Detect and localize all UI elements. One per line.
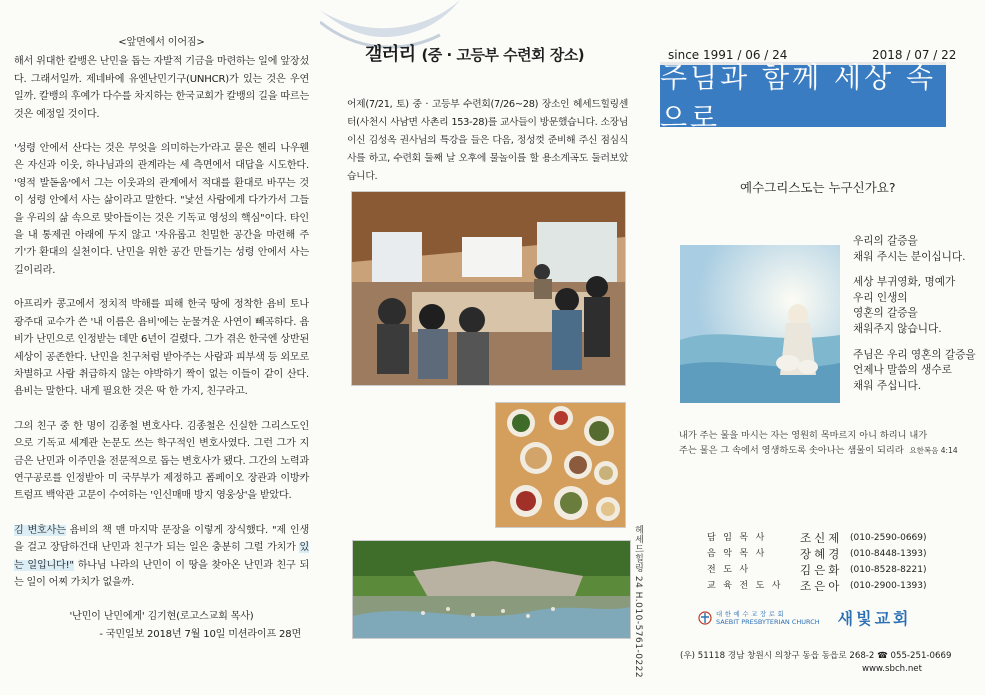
verse-reference: 요한복음 4:14 — [909, 446, 958, 455]
article-paragraph-1: 해서 위대한 칼뱅은 난민을 돕는 자발적 기금을 마련하는 일에 앞장섰다. 그래서일까. 제네바에 유엔난민기구(UNHCR)가 있는 것은 우연일까. 칼뱅의 후예가 다수를 차지하는 한국교회가 칼뱅의 길을 따르는 것은 예정일 것이다. — [14, 56, 309, 120]
poem — [853, 234, 978, 404]
staff-list — [707, 530, 927, 594]
gallery-subtitle: (중 · 고등부 수련회 장소) — [421, 46, 585, 64]
issue-date: 2018 / 07 / 22 — [872, 48, 957, 62]
source-title: '난민이 난민에게' 김기현(로고스교회 목사) — [69, 611, 254, 623]
poem-stanza-3: 주님은 우리 영혼의 갈증을 언제나 말씀의 생수로 채워 주십니다. — [853, 348, 976, 392]
article-paragraph-3: 아프리카 콩고에서 정치적 박해를 피해 한국 땅에 정착한 욤비 토나 광주대 교수가 쓴 '내 이름은 욤비'에는 눈물겨운 사연이 빼곡하다. 욤비가 난민으로 인정받는 데만 6년이 걸렸다. 그가 겪은 한국엔 상반된 세상이 공존한다. 난민을 친구처럼 받아주는 사람과 피부색 등 외모로 차별하고 사람 취급하지 않는 야박하기 짝이 없는 이들이 같이 산다. 욤비는 말한다. 내게 필요한 것은 딱 한 가지, 친구라고. — [14, 299, 309, 398]
gallery-title: 갤러리 (중 · 고등부 수련회 장소) — [365, 44, 585, 65]
poem-stanza-2: 세상 부귀영화, 명예가 우리 인생의 영혼의 갈증을 채워주지 않습니다. — [853, 276, 956, 335]
valley-photo — [352, 540, 631, 639]
jesus-illustration — [680, 245, 840, 403]
church-identity — [698, 606, 911, 629]
gallery-body: 어제(7/21, 토) 중 · 고등부 수련회(7/26~28) 장소인 헤세드힐링센터(사천시 사남면 사촌리 153-28)를 교사들이 방문했습니다. 소장님이신 김성옥 권사님의 특강을 들은 다음, 정성껏 준비해 주신 점심식사를 하고, 수련회 둘째 날 오후에 물놀이를 할 용소계곡도 둘러보았습니다. — [347, 99, 628, 182]
article-paragraph-2: '성령 안에서 산다는 것은 무엇을 의미하는가'라고 묻은 헨리 나우웬은 자신과 이웃, 하나님과의 관계라는 세 측면에서 대답을 시도한다. '영적 발돋움'에서 그는 이웃과의 관계에서 적대를 환대로 바꾸는 것이 성령 안에서 사는 삶이라고 말한다. "낯선 사람에게 다가가서 그들을 우리의 삶 속으로 맞아들이는 것은 기독교 영성의 핵심"이다. 타인을 내 통제권 아래에 두지 않고 '자유롭고 친밀한 공간을 마련해 주기'가 환대의 실천이다. 난민을 위한 공간 만들기는 성령 안에서 사는 길이리라. — [14, 143, 309, 276]
motto-banner — [660, 61, 946, 134]
food-photo — [495, 402, 626, 528]
highlight-text: 있는 일입니다!" — [14, 542, 309, 571]
motto-text: 주님과 함께 세상 속으로 — [660, 61, 937, 134]
church-address: (우) 51118 경남 창원시 의창구 동읍 동읍로 268-2 ☎ 055-251-0669 — [680, 651, 952, 661]
staff-row: 교육전도사 조은아 (010-2900-1393) — [707, 579, 927, 593]
poem-stanza-1: 우리의 갈증을 채워 주시는 분이십니다. — [853, 235, 966, 263]
staff-row: 전도사 김은화 (010-8528-8221) — [707, 563, 927, 577]
question-title: 예수그리스도는 누구신가요? — [740, 180, 896, 195]
source-publication: - 국민일보 2018년 7월 10일 미션라이프 28면 — [99, 628, 301, 640]
staff-row: 음악목사 장혜경 (010-8448-1393) — [707, 547, 927, 561]
highlight-text: 김 변호사는 — [14, 524, 66, 536]
article-paragraph-5: 김 변호사는 욤비의 책 맨 마지막 문장을 이렇게 장식했다. "제 인생을 걸고 장담하건대 난민과 친구가 되는 일은 충분히 그럴 가치가 있는 일입니다!" 하나님 나라의 난민이 이 땅을 찾아온 난민과 친구 되는 일이 어찌 가치가 없을까. — [14, 524, 309, 588]
since-date: since 1991 / 06 / 24 — [668, 48, 788, 62]
article-column — [14, 34, 309, 643]
article-paragraph-4: 그의 친구 중 한 명이 김종철 변호사다. 김종철은 신실한 그리스도인으로 기독교 세계관 논문도 쓰는 학구적인 변호사였다. 그런 그가 지금은 난민과 이주민을 전문적으로 돕는 변호사가 됐다. 그간의 노력과 연구공로를 인정받아 미 국무부가 제정하고 폼페이오 장관과 이방카 트럼프 백악관 고문이 수여하는 '인신매매 방지 영웅상'을 받았다. — [14, 420, 309, 502]
continuation-label: <앞면에서 이어짐> — [118, 37, 205, 48]
bible-verse: 내가 주는 물을 마시는 자는 영원히 목마르지 아니 하리니 내가 주는 물은 그 속에서 영생하도록 솟아나는 샘물이 되리라 요한복음 4:14 — [679, 430, 958, 456]
meeting-photo — [351, 191, 626, 386]
church-website: www.sbch.net — [862, 664, 922, 674]
center-contact-vertical: 헤세드힐링 24 H.010-5761-0222 — [633, 525, 643, 679]
staff-row: 담임목사 조신제 (010-2590-0669) — [707, 531, 927, 545]
church-name: 새빛교회 — [837, 609, 912, 628]
church-logo-icon — [698, 611, 712, 625]
church-affiliation: 대한예수교장로회 SAEBIT PRESBYTERIAN CHURCH — [716, 609, 820, 626]
